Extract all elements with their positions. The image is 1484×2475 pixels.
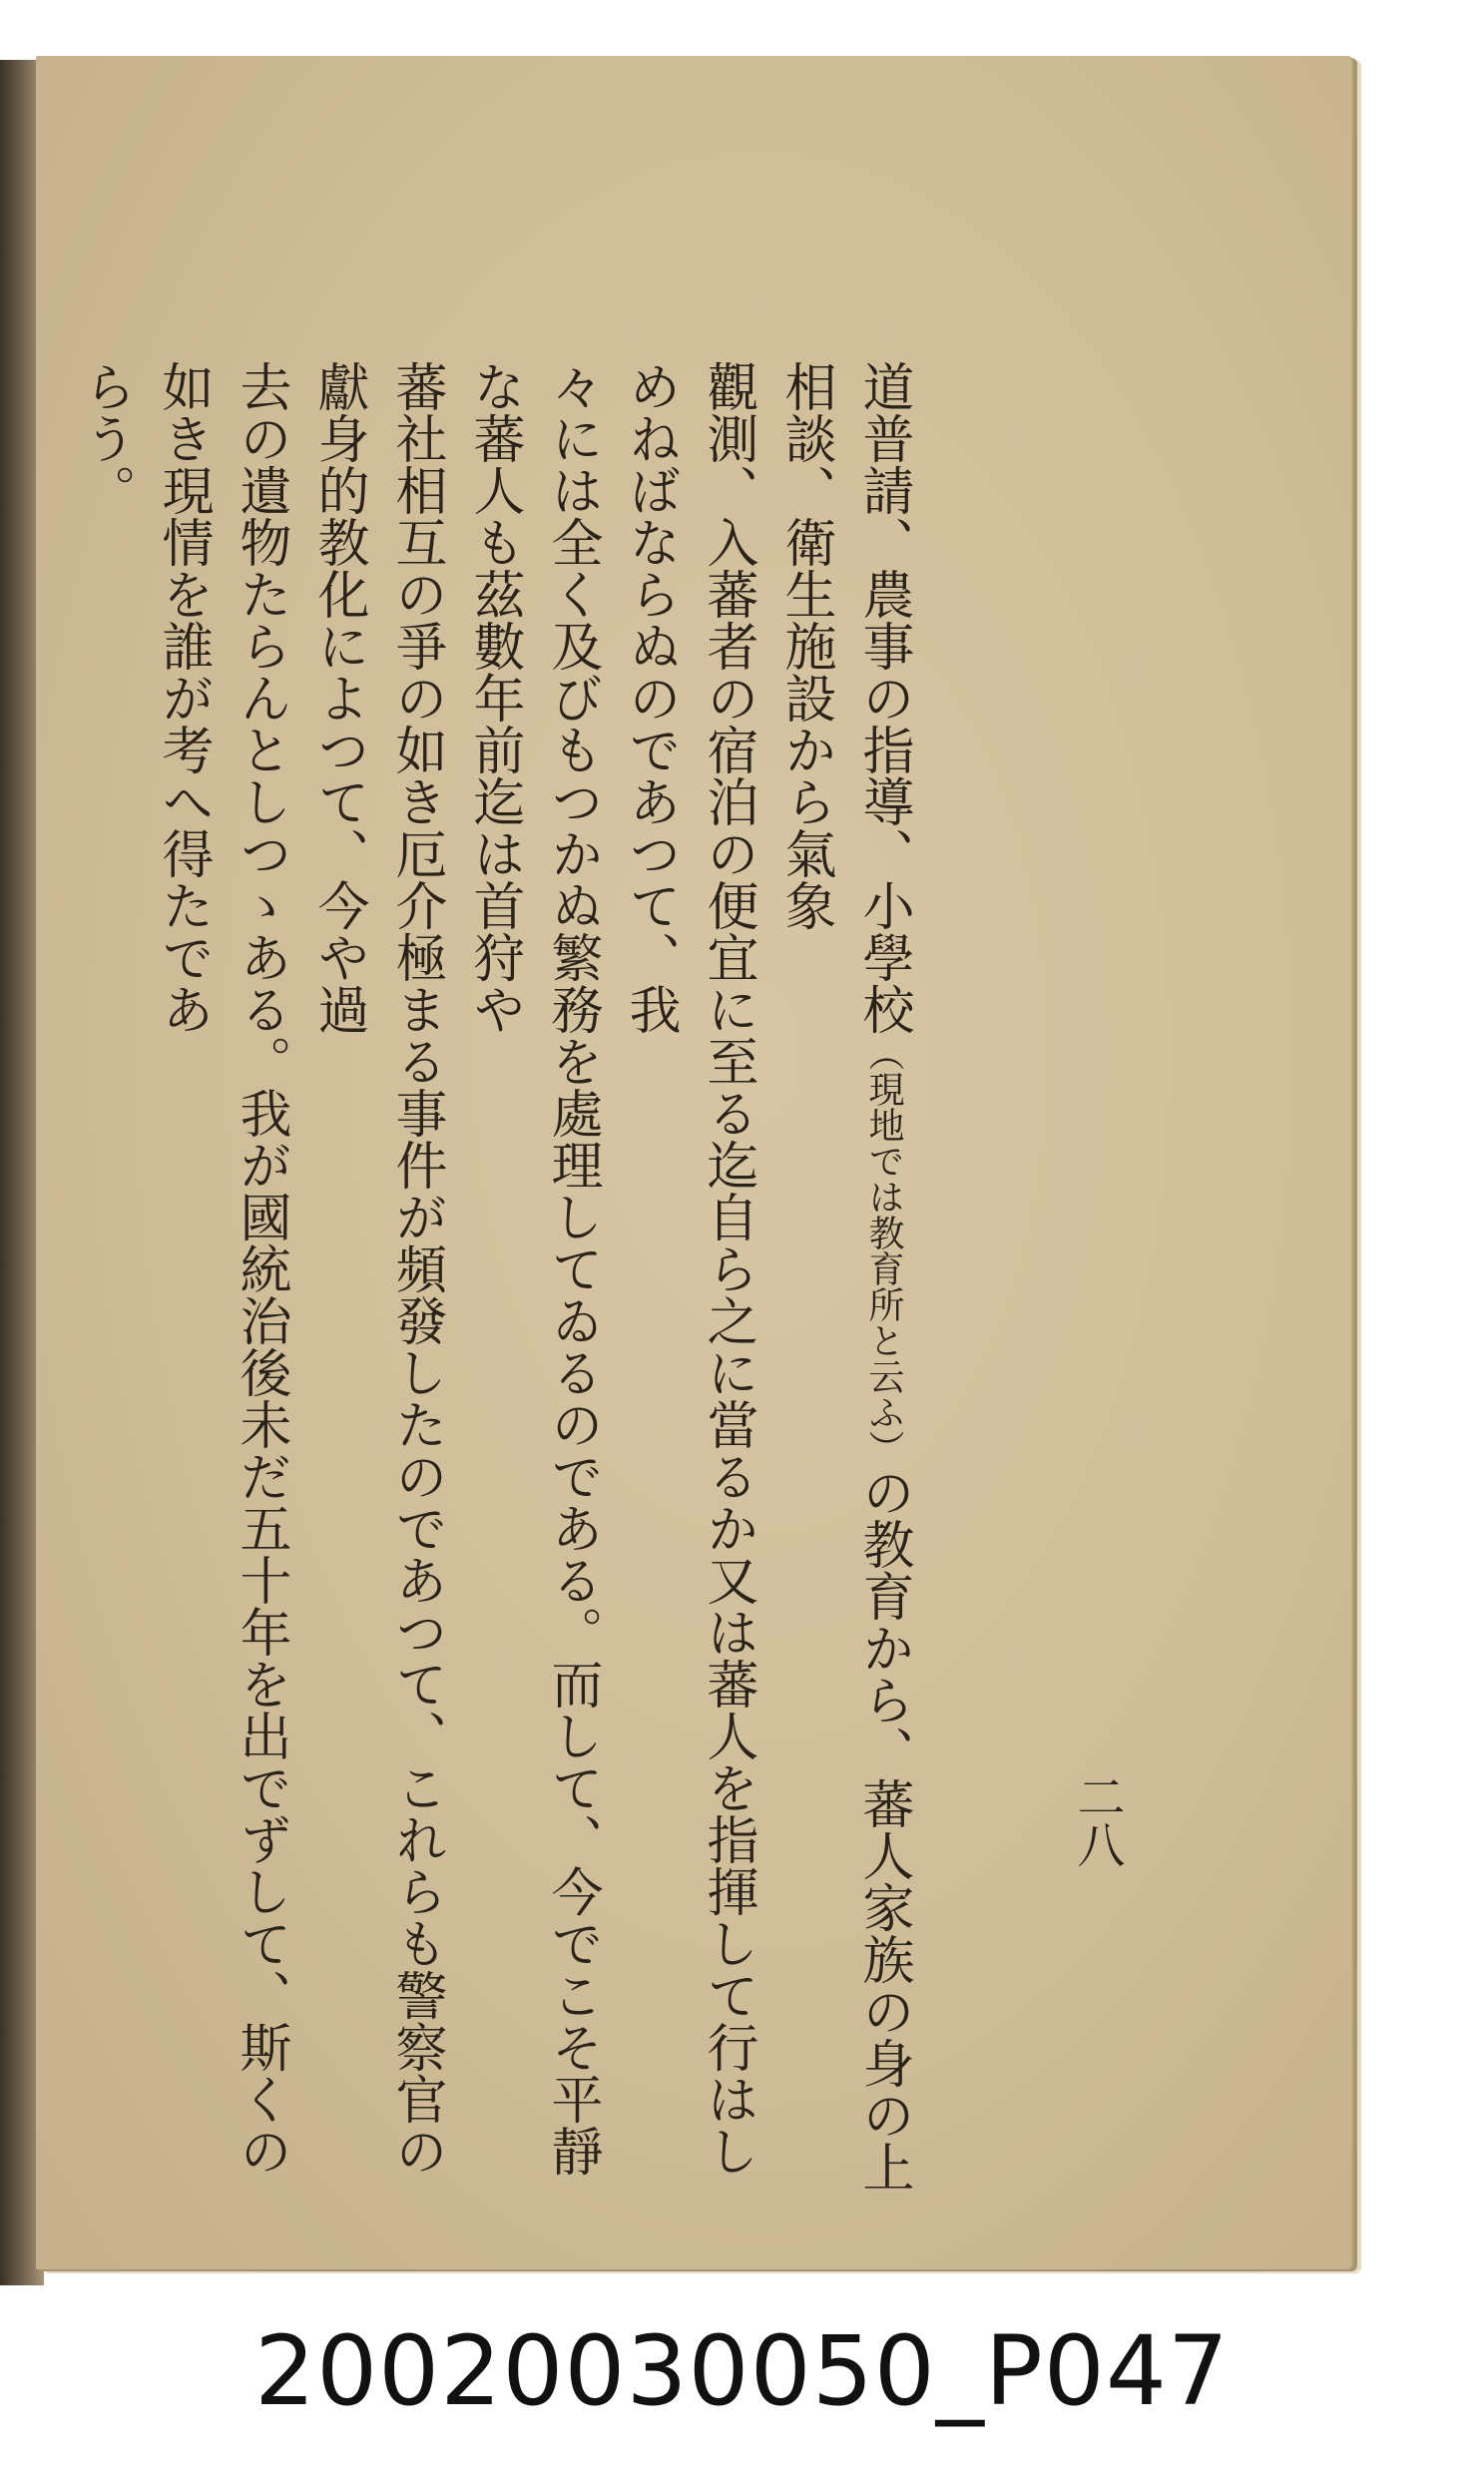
text-line: 々には全く及びもつかぬ繁務を處理してゐるのである。而して、今でこそ平靜な蕃人も茲數年前迄は首狩や xyxy=(464,360,602,2177)
vertical-text-block xyxy=(0,360,922,2217)
text-line: 觀測、入蕃者の宿泊の便宜に至る迄自ら之に當るか又は蕃人を指揮して行はしめねばならぬのであつて、我 xyxy=(620,360,757,2177)
text-line: 道普請、農事の指導、小學校（現地では教育所と云ふ）の教育から、蕃人家族の身の上相談、衛生施設から氣象 xyxy=(775,360,913,2193)
inline-note: （現地では教育所と云ふ） xyxy=(863,1035,904,1466)
text-line: 蕃社相互の爭の如き厄介極まる事件が頻發したのであつて、これらも警察官の獻身的教化によつて、今や過 xyxy=(308,360,446,2177)
text-line: 去の遺物たらんとしつゝある。我が國統治後未だ五十年を出でずして、斯くの如き現情を誰が考へ得たであ xyxy=(153,360,290,2177)
text-line: らう。 xyxy=(75,360,135,516)
page-number: 二八 xyxy=(1069,1772,1125,1868)
paragraph-gap xyxy=(0,360,66,2217)
book-page xyxy=(36,56,1351,2269)
image-id-caption: 20020030050_P047 xyxy=(254,2315,1230,2427)
